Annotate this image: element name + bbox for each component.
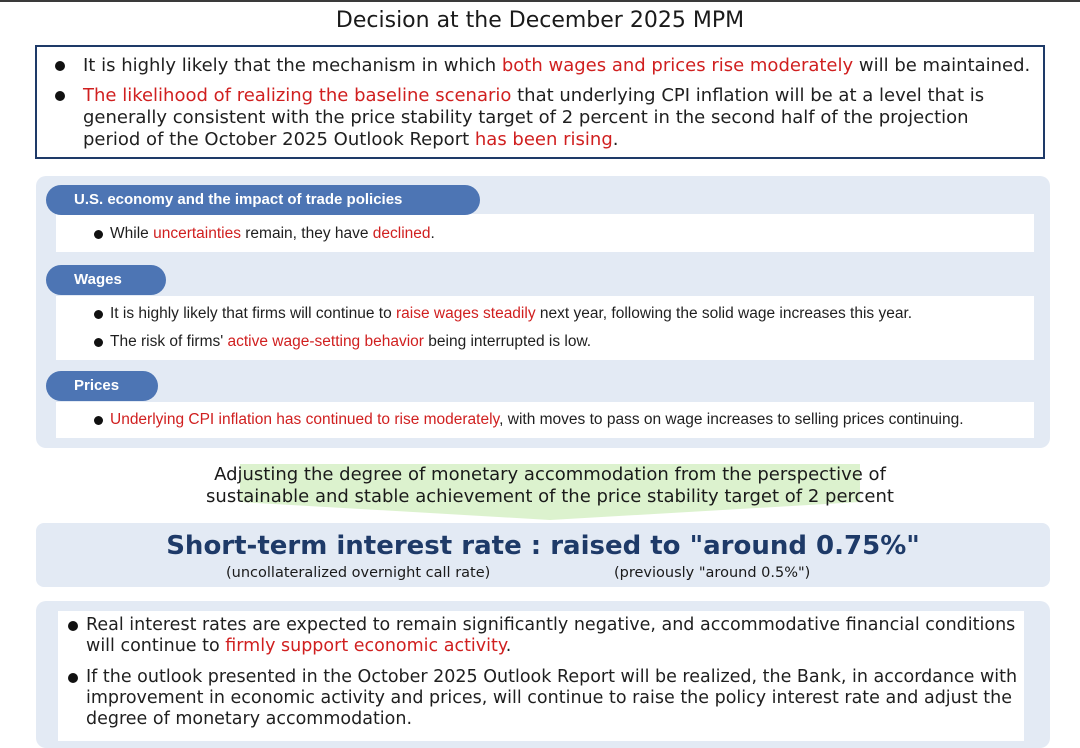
bullet-icon (55, 91, 65, 101)
wages-label: Wages (46, 265, 166, 295)
rate-sub-left: (uncollateralized overnight call rate) (226, 565, 491, 581)
outlook-box (58, 611, 1024, 741)
us-economy-box (56, 214, 1034, 252)
prices-label: Prices (46, 371, 158, 401)
prices-item: Underlying CPI inflation has continued to rise moderately, with moves to pass on wage increases to selling prices continuing. (94, 410, 964, 430)
summary-item-baseline: The likelihood of realizing the baseline scenario that underlying CPI inflation will be at a level that is generally consistent with the price stability target of 2 percent in the second half of the projection period of the October 2025 Outlook Report has been rising. (55, 85, 1030, 151)
prices-box (56, 402, 1034, 438)
outlook-item-real-rates: Real interest rates are expected to remain significantly negative, and accommodative financial conditions will continue to firmly support economic activity. (68, 615, 1018, 657)
rate-headline: Short-term interest rate : raised to "around 0.75%" (166, 531, 920, 561)
bullet-icon (68, 673, 78, 683)
bullet-icon (94, 230, 103, 239)
bullet-icon (68, 621, 78, 631)
adjust-arrow (150, 464, 950, 520)
summary-box (35, 45, 1045, 159)
bullet-icon (94, 310, 103, 319)
us-economy-item: While uncertainties remain, they have declined. (94, 224, 435, 244)
wages-item-raise: It is highly likely that firms will continue to raise wages steadily next year, following the solid wage increases this year. (94, 304, 912, 324)
adjust-text: Adjusting the degree of monetary accommodation from the perspective of sustainable and stable achievement of the price stability target of 2 percent (206, 464, 894, 507)
outlook-panel (36, 601, 1050, 748)
assessment-panel (36, 176, 1050, 448)
summary-item-mechanism: It is highly likely that the mechanism in which both wages and prices rise moderately will be maintained. (55, 55, 1030, 77)
wages-box (56, 296, 1034, 360)
wages-item-risk: The risk of firms' active wage-setting behavior being interrupted is low. (94, 332, 591, 352)
outlook-item-policy: If the outlook presented in the October 2025 Outlook Report will be realized, the Bank, in accordance with improvement in economic activity and prices, will continue to raise the policy interest rate and adjust the degree of monetary accommodation. (68, 667, 1018, 730)
bullet-icon (55, 61, 65, 71)
bullet-icon (94, 338, 103, 347)
rate-sub-right: (previously "around 0.5%") (614, 565, 811, 581)
us-economy-label: U.S. economy and the impact of trade policies (46, 185, 480, 215)
top-rule (0, 0, 1080, 2)
bullet-icon (94, 416, 103, 425)
page-title: Decision at the December 2025 MPM (335, 8, 745, 33)
rate-box (36, 523, 1050, 587)
